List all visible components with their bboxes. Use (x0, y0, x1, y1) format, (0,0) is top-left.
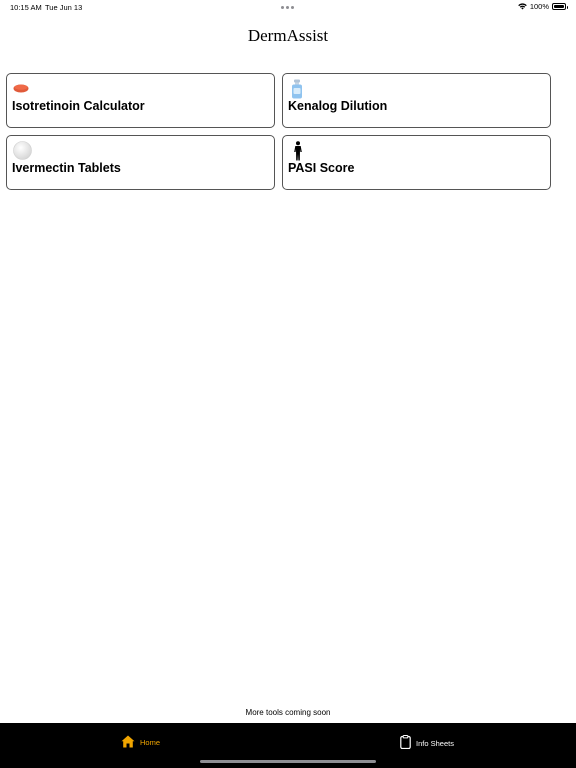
home-icon (121, 735, 135, 750)
page-title: DermAssist (247, 26, 329, 45)
ivermectin-tablets-card[interactable] (6, 135, 275, 190)
status-bar (0, 0, 576, 16)
red-pill-icon (13, 80, 29, 98)
tab-home[interactable] (121, 735, 160, 750)
status-time: 10:15 AM (10, 3, 42, 12)
card-label: PASI Score (288, 161, 355, 175)
wifi-icon (518, 3, 527, 10)
status-date: Tue Jun 13 (45, 3, 83, 12)
tab-info-sheets[interactable] (400, 735, 454, 751)
kenalog-dilution-card[interactable] (282, 73, 551, 128)
card-label: Isotretinoin Calculator (12, 99, 145, 113)
clipboard-icon (400, 735, 411, 751)
tab-bar (0, 723, 576, 768)
tab-home-label: Home (140, 738, 161, 747)
card-label: Ivermectin Tablets (12, 161, 121, 175)
tab-info-sheets-label: Info Sheets (416, 738, 454, 748)
home-indicator[interactable] (200, 760, 376, 763)
footer-note: More tools coming soon (245, 708, 331, 717)
status-indicators (518, 2, 566, 11)
battery-percent: 100% (529, 2, 549, 11)
battery-icon (552, 3, 566, 10)
card-label: Kenalog Dilution (288, 99, 388, 113)
pasi-score-card[interactable] (282, 135, 551, 190)
multitasking-dots-icon[interactable] (281, 6, 294, 9)
isotretinoin-calculator-card[interactable] (6, 73, 275, 128)
